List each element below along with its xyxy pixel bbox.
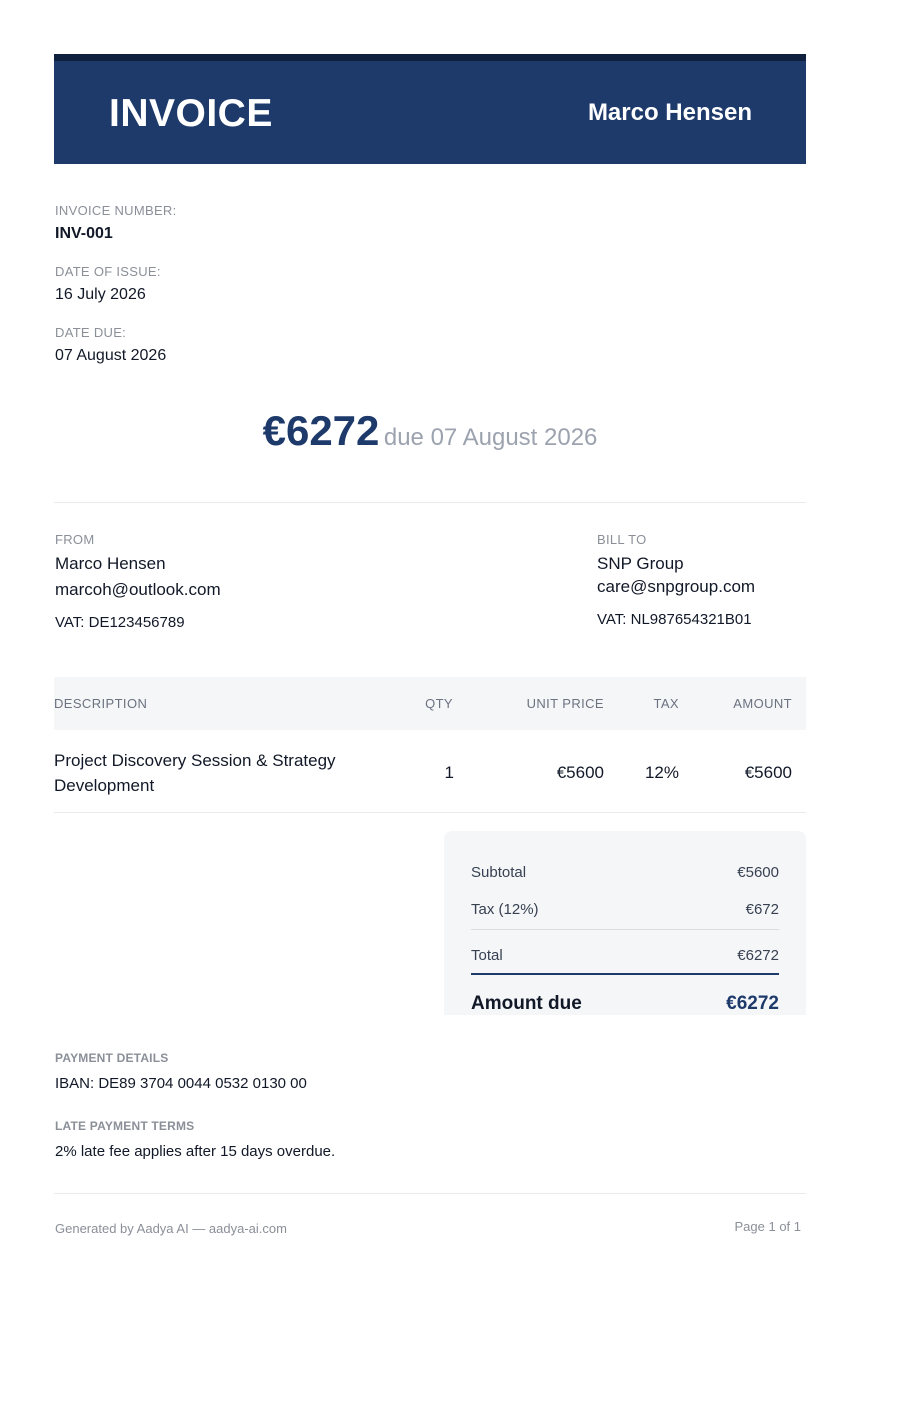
summary-due-text: due 07 August 2026 [383, 424, 598, 451]
divider [54, 812, 806, 813]
col-description: DESCRIPTION [54, 696, 148, 711]
issue-date-block [55, 265, 161, 303]
subtotal-value: €5600 [737, 864, 779, 881]
item-unit-price: €5600 [556, 763, 604, 782]
total-row [471, 948, 779, 963]
generated-by: Generated by Aadya AI — aadya-ai.com [55, 1221, 287, 1236]
from-block [55, 533, 221, 630]
amount-due-summary [0, 407, 860, 454]
bill-to-vat: VAT: NL987654321B01 [597, 611, 752, 629]
page-number: Page 1 of 1 [734, 1219, 801, 1234]
divider [471, 973, 779, 975]
col-unit-price: UNIT PRICE [526, 696, 604, 711]
from-name: Marco Hensen [55, 554, 166, 573]
invoice-number: INV-001 [55, 225, 113, 242]
subtotal-row [471, 865, 779, 880]
divider [471, 929, 779, 930]
totals-panel [444, 831, 806, 1015]
bill-to-label: BILL TO [597, 532, 647, 547]
invoice-number-label: INVOICE NUMBER: [55, 203, 177, 218]
amount-due-value: €6272 [726, 993, 779, 1014]
bill-to-block [597, 533, 755, 627]
line-items-header [54, 677, 806, 730]
summary-amount: €6272 [262, 407, 380, 454]
from-vat: VAT: DE123456789 [55, 614, 185, 632]
tax-row [471, 902, 779, 917]
subtotal-label: Subtotal [471, 864, 527, 881]
due-date-block [55, 326, 166, 364]
issue-date: 16 July 2026 [55, 286, 146, 303]
invoice-header [54, 54, 806, 164]
col-amount: AMOUNT [733, 696, 792, 711]
from-label: FROM [55, 532, 95, 547]
divider [54, 1193, 806, 1194]
iban: IBAN: DE89 3704 0044 0532 0130 00 [55, 1075, 307, 1092]
late-terms-label: LATE PAYMENT TERMS [55, 1119, 195, 1133]
table-row [54, 745, 806, 811]
due-date: 07 August 2026 [55, 347, 167, 364]
bill-to-name: SNP Group [597, 554, 684, 573]
item-tax: 12% [644, 763, 679, 782]
payment-details-label: PAYMENT DETAILS [55, 1051, 169, 1065]
late-terms-text: 2% late fee applies after 15 days overdue. [55, 1143, 336, 1160]
amount-due-label: Amount due [471, 993, 582, 1014]
total-label: Total [471, 947, 503, 964]
invoice-number-block [55, 204, 177, 242]
due-date-label: DATE DUE: [55, 325, 127, 340]
bill-to-email: care@snpgroup.com [597, 576, 756, 596]
col-tax: TAX [653, 696, 679, 711]
invoice-title: INVOICE [109, 92, 273, 135]
tax-label: Tax (12%) [471, 901, 539, 918]
sender-name-header: Marco Hensen [587, 99, 752, 126]
tax-value: €672 [745, 901, 779, 918]
item-amount: €5600 [744, 763, 792, 782]
amount-due-row [471, 994, 779, 1013]
col-qty: QTY [425, 696, 453, 711]
issue-date-label: DATE OF ISSUE: [55, 264, 161, 279]
total-value: €6272 [737, 947, 779, 964]
item-qty: 1 [444, 763, 454, 782]
from-email: marcoh@outlook.com [55, 579, 221, 599]
divider [54, 502, 806, 503]
item-description: Project Discovery Session & Strategy Development [54, 751, 336, 795]
